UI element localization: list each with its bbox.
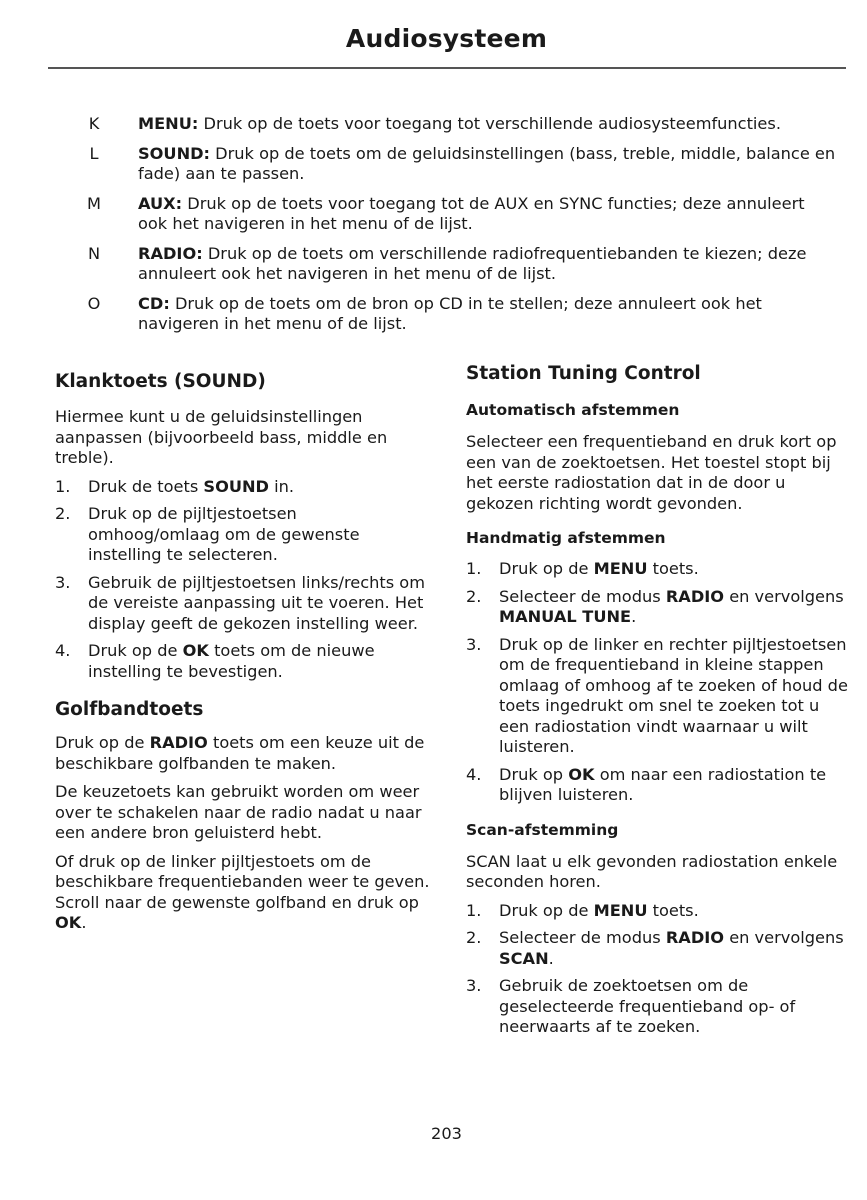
- list-item: 1. Druk op de MENU toets.: [466, 900, 699, 920]
- definition-item: [0, 114, 867, 134]
- header-divider: [48, 67, 846, 69]
- definition-text: Druk op de toets voor toegang tot de AUX en SYNC functies; deze annuleert ook het navigeren in het menu of de lijst.: [138, 194, 805, 233]
- stc-heading: Station Tuning Control: [466, 363, 701, 384]
- auto-heading: Automatisch afstemmen: [466, 401, 680, 419]
- definition-item: [0, 144, 867, 184]
- left-column: [55, 370, 433, 934]
- list-item: 4. Druk op de OK toets om de nieuwe instelling te bevestigen.: [55, 641, 375, 681]
- definition-text: Druk op de toets voor toegang tot verschillende audiosysteemfuncties.: [198, 114, 781, 133]
- band-paragraph-3: Of druk op de linker pijltjestoets om de beschikbare frequentiebanden weer te geven. Scroll naar de gewenste golfband en druk op OK.: [55, 851, 430, 932]
- definition-item: [0, 244, 867, 284]
- list-item: 3. Gebruik de zoektoetsen om de geselecteerde frequentieband op- of neerwaarts af te zoeken.: [466, 976, 796, 1036]
- band-paragraph-1: Druk op de RADIO toets om een keuze uit de beschikbare golfbanden te maken.: [55, 733, 425, 773]
- definition-term: CD:: [138, 294, 170, 313]
- definition-term: SOUND:: [138, 144, 211, 163]
- scan-text: SCAN laat u elk gevonden radiostation enkele seconden horen.: [466, 851, 838, 891]
- list-item: 2. Selecteer de modus RADIO en vervolgens MANUAL TUNE.: [466, 586, 844, 626]
- definition-text: Druk op de toets om de bron op CD in te stellen; deze annuleert ook het navigeren in het menu of de lijst.: [138, 294, 762, 333]
- manual-steps-list: [466, 559, 848, 806]
- sound-heading: Klanktoets (SOUND): [55, 371, 266, 392]
- definition-key: L: [89, 144, 99, 163]
- definition-text: Druk op de toets om de geluidsinstellingen (bass, treble, middle, balance en fade) aan te passen.: [138, 144, 836, 183]
- list-item: 2. Druk op de pijltjestoetsen omhoog/omlaag om de gewenste instelling te selecteren.: [55, 504, 360, 564]
- list-item: 4. Druk op OK om naar een radiostation te blijven luisteren.: [466, 764, 827, 804]
- definition-item: [0, 194, 867, 234]
- auto-text: Selecteer een frequentieband en druk kort op een van de zoektoetsen. Het toestel stopt bij het eerste radiostation dat in de door u gekozen richting wordt gevonden.: [466, 432, 837, 513]
- right-column: [466, 362, 848, 1038]
- scan-heading: Scan-afstemming: [466, 820, 619, 839]
- list-item: 1. Druk op de MENU toets.: [466, 559, 699, 578]
- definition-term: RADIO:: [138, 244, 203, 263]
- page-number: 203: [431, 1124, 462, 1143]
- definition-item: [0, 294, 867, 334]
- sound-intro: Hiermee kunt u de geluidsinstellingen aanpassen (bijvoorbeeld bass, middle en treble).: [55, 407, 388, 467]
- definition-term: MENU:: [138, 114, 199, 133]
- definition-text: Druk op de toets om verschillende radiofrequentiebanden te kiezen; deze annuleert ook het navigeren in het menu of de lijst.: [138, 244, 807, 283]
- list-item: 3. Druk op de linker en rechter pijltjestoetsen om de frequentieband in kleine stappen omlaag of omhoog af te zoeken of houd de toets ingedrukt om snel te zoeken tot u een radiostation vindt waarnaar u wilt luisteren.: [466, 634, 848, 756]
- list-item: 1. Druk de toets SOUND in.: [55, 476, 295, 496]
- manual-heading: Handmatig afstemmen: [466, 529, 666, 547]
- definition-key: N: [87, 244, 101, 263]
- sound-steps-list: [55, 477, 433, 683]
- definition-key: M: [87, 194, 101, 213]
- scan-steps-list: [466, 901, 848, 1038]
- page-title: Audiosysteem: [345, 24, 548, 53]
- list-item: 2. Selecteer de modus RADIO en vervolgens SCAN.: [466, 928, 844, 968]
- key-definitions: [0, 114, 867, 344]
- definition-key: K: [88, 114, 100, 133]
- band-heading: Golfbandtoets: [55, 699, 204, 720]
- band-paragraph-2: De keuzetoets kan gebruikt worden om weer over te schakelen naar de radio nadat u naar een andere bron geluisterd hebt.: [55, 782, 422, 842]
- definition-term: AUX:: [138, 194, 183, 213]
- list-item: 3. Gebruik de pijltjestoetsen links/rechts om de vereiste aanpassing uit te voeren. Het display geeft de gekozen instelling weer.: [55, 572, 425, 633]
- definition-key: O: [87, 294, 101, 313]
